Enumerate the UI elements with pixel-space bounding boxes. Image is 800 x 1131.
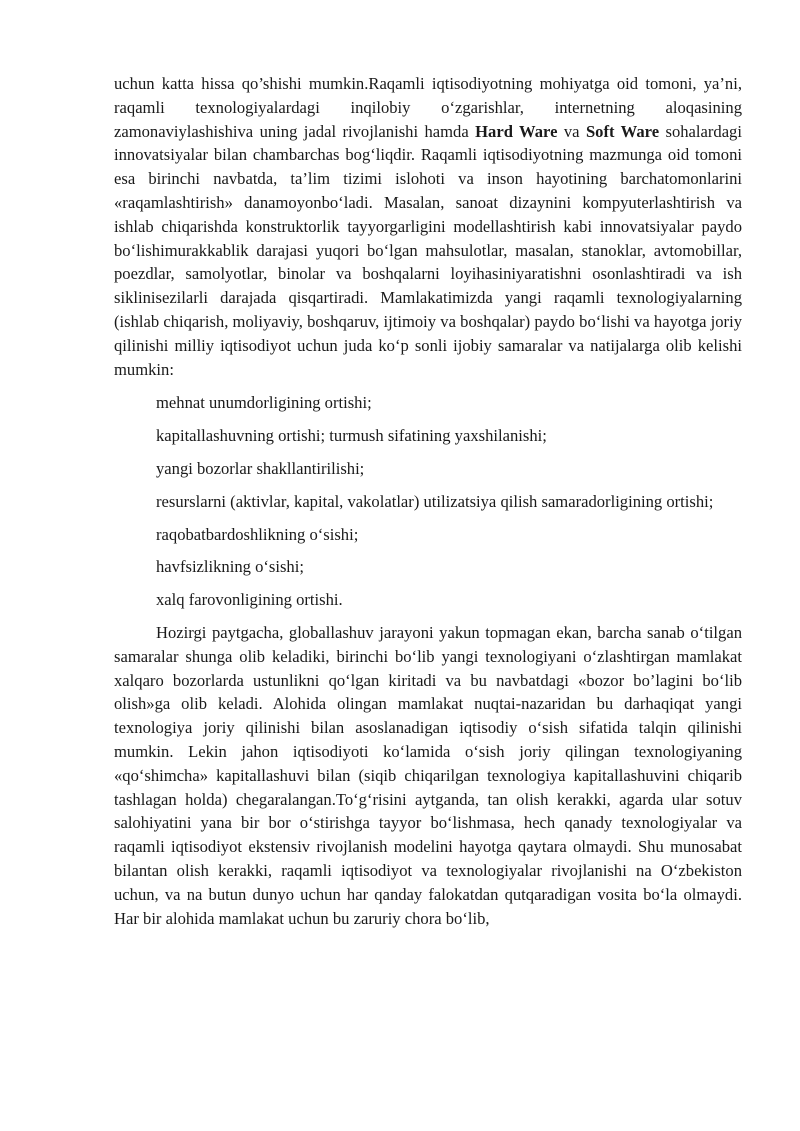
paragraph-intro-text-1: uchun katta hissa qo’shishi mumkin.Raqamli iqtisodiyotning mohiyatga oid tomoni, ya’ni, raqamli texnologiyalardagi inqilobiy o‘zgarishlar, internetning aloqasining zamonaviylashishiva uning jadal rivojlanishi hamda [114,74,742,141]
software-term: Soft Ware [585,121,660,141]
list-item: kapitallashuvning ortishi; turmush sifatining yaxshilanishi; [156,426,547,446]
hardware-term: Hard Ware [475,121,558,141]
list-item: havfsizlikning o‘sishi; [156,557,304,577]
paragraph-globalization: Hozirgi paytgacha, globallashuv jarayoni yakun topmagan ekan, barcha sanab o‘tilgan samaralar shunga olib keladiki, birinchi bo‘lib yangi texnologiyani o‘zlashtirgan mamlakat xalqaro bozorlarda ustunlikni qo‘lgan kiritadi va bu navbatdagi «bozor bo’lagini bo‘lib olish»ga olib keladi. Alohida olingan mamlakat nuqtai-nazaridan bu darhaqiqat yangi texnologiya joriy qilinishi bilan asoslanadigan iqtisodiy o‘sish sifatida talqin qilinishi mumkin. Lekin jahon iqtisodiyoti ko‘lamida o‘sish joriy qilingan texnologiyaning «qo‘shimcha» kapitallashuvi bilan (siqib chiqarilgan texnologiya kapitallashuvini chiqarib tashlagan holda) chegaralangan.To‘g‘risini aytganda, tan olish kerakki, agarda ular sotuv salohiyatini yana bir bor o‘stirishga tayyor bo‘lishmasa, hech qanady texnologiyalar va raqamli iqtisodiyot ekstensiv rivojlanish modelini hayotga qaytara olmaydi. Shu munosabat bilantan olish kerakki, raqamli iqtisodiyot va texnologiyalar rivojlanishi na O‘zbekiston uchun, va na butun dunyo uchun har qanday falokatdan qutqaradigan vosita bo‘la olmaydi. Har bir alohida mamlakat uchun bu zaruriy chora bo‘lib, [114,622,742,928]
paragraph-intro [114,72,742,381]
benefits-list [114,391,742,612]
paragraph-intro-text-2: va [557,121,586,141]
list-item: xalq farovonligining ortishi. [156,590,343,610]
list-item: resurslarni (aktivlar, kapital, vakolatlar) utilizatsiya qilish samaradorligining ortishi; [156,491,714,511]
list-item: mehnat unumdorligining ortishi; [156,393,372,413]
paragraph-intro-text-3: sohalardagi innovatsiyalar bilan chambarchas bog‘liqdir. Raqamli iqtisodiyotning mazmunga oid tomoni esa birinchi navbatda, ta’lim tizimi islohoti va inson hayotining barchatomonlarini «raqamlashtirish» danamoyonbo‘ladi. Masalan, sanoat dizaynini kompyuterlashtirish va ishlab chiqarishda konstruktorlik tayyorgarligini modellashtirish kabi innovatsiyalar paydo bo‘lishimurakkablik darajasi yuqori bo‘lgan mahsulotlar, masalan, stanoklar, avtomobillar, poezdlar, samolyotlar, binolar va boshqalarni loyihasiniyaratishni osonlashtiradi va ish siklinisezilarli darajada qisqartiradi. Mamlakatimizda yangi raqamli texnologiyalarning (ishlab chiqarish, moliyaviy, boshqaruv, ijtimoiy va boshqalar) paydo bo‘lishi va hayotga joriy qilinishi milliy iqtisodiyot uchun juda ko‘p sonli ijobiy samaralar va natijalarga olib kelishi mumkin: [114,121,742,379]
list-item: yangi bozorlar shakllantirilishi; [156,458,365,478]
list-item: raqobatbardoshlikning o‘sishi; [156,524,359,544]
document-page [114,72,742,930]
